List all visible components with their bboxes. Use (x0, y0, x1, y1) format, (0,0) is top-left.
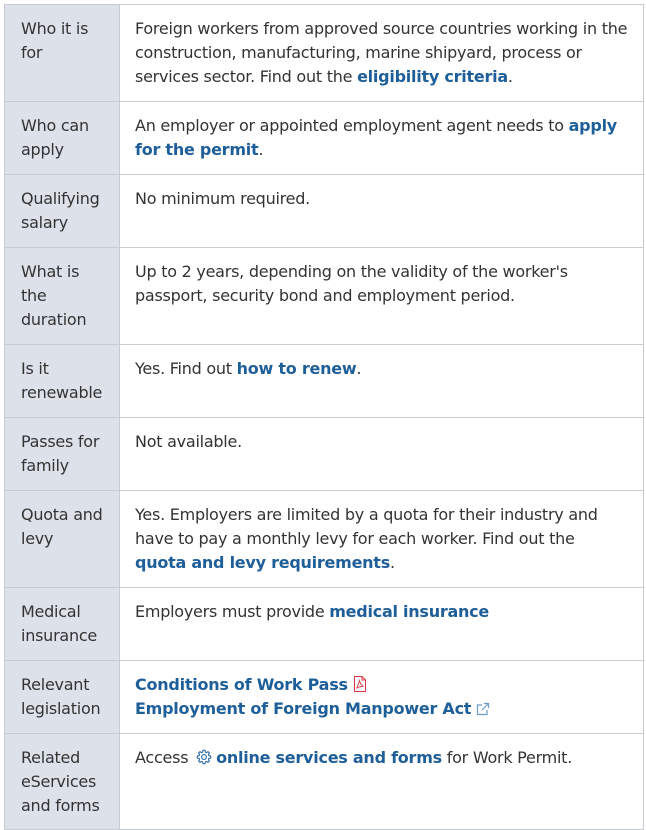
value-text-suffix: . (507, 67, 513, 86)
pdf-icon[interactable] (353, 676, 367, 692)
medical-insurance-link[interactable]: medical insurance (329, 602, 489, 621)
online-services-and-forms-link[interactable]: online services and forms (216, 748, 442, 767)
value-text: An employer or appointed employment agent needs to (135, 116, 569, 135)
table-row (5, 661, 644, 734)
row-value (120, 248, 644, 345)
table-row (5, 175, 644, 248)
row-value (120, 491, 644, 588)
conditions-of-work-pass-link[interactable]: Conditions of Work Pass (135, 675, 348, 694)
value-text: Yes. Find out (135, 359, 237, 378)
table-row (5, 734, 644, 830)
quota-and-levy-link[interactable]: quota and levy requirements (135, 553, 390, 572)
table-row (5, 248, 644, 345)
row-value (120, 661, 644, 734)
table-row (5, 5, 644, 102)
how-to-renew-link[interactable]: how to renew (236, 359, 357, 378)
row-label: Relevant legislation (5, 661, 120, 734)
table-row (5, 102, 644, 175)
gear-icon (196, 749, 212, 765)
row-label: Quota and levy (5, 491, 120, 588)
value-text-suffix: . (389, 553, 395, 572)
value-text: Not available. (135, 432, 242, 451)
eligibility-criteria-link[interactable]: eligibility criteria (357, 67, 508, 86)
table-row (5, 491, 644, 588)
row-label: Who it is for (5, 5, 120, 102)
table-row (5, 345, 644, 418)
value-text: Employers must provide (135, 602, 330, 621)
row-value (120, 588, 644, 661)
row-label: Who can apply (5, 102, 120, 175)
apply-for-permit-link[interactable]: apply for the permit (135, 116, 617, 159)
value-text: Foreign workers from approved source countries working in the construction, manufacturing, marine shipyard, process or services sector. Find out the (135, 19, 628, 86)
row-label: Qualifying salary (5, 175, 120, 248)
employment-of-foreign-manpower-act-link[interactable]: Employment of Foreign Manpower Act (135, 699, 472, 718)
row-value (120, 5, 644, 102)
row-label: Is it renewable (5, 345, 120, 418)
row-label: Medical insurance (5, 588, 120, 661)
legislation-link-item (135, 673, 628, 697)
row-label: Passes for family (5, 418, 120, 491)
value-text: No minimum required. (135, 189, 310, 208)
value-text: Up to 2 years, depending on the validity of the worker's passport, security bond and employment period. (135, 262, 568, 305)
external-link-icon[interactable] (476, 702, 490, 716)
row-value (120, 734, 644, 830)
row-value (120, 102, 644, 175)
row-value (120, 345, 644, 418)
work-permit-info-table (4, 4, 644, 830)
row-label: What is the duration (5, 248, 120, 345)
value-text: Yes. Employers are limited by a quota for their industry and have to pay a monthly levy for each worker. Find out the (135, 505, 598, 548)
legislation-link-item (135, 697, 628, 721)
value-text: Access (135, 748, 194, 767)
table-row (5, 588, 644, 661)
value-text-suffix: for Work Permit. (441, 748, 573, 767)
row-value (120, 175, 644, 248)
value-text-suffix: . (258, 140, 264, 159)
row-value (120, 418, 644, 491)
row-label: Related eServices and forms (5, 734, 120, 830)
table-row (5, 418, 644, 491)
value-text-suffix: . (356, 359, 362, 378)
